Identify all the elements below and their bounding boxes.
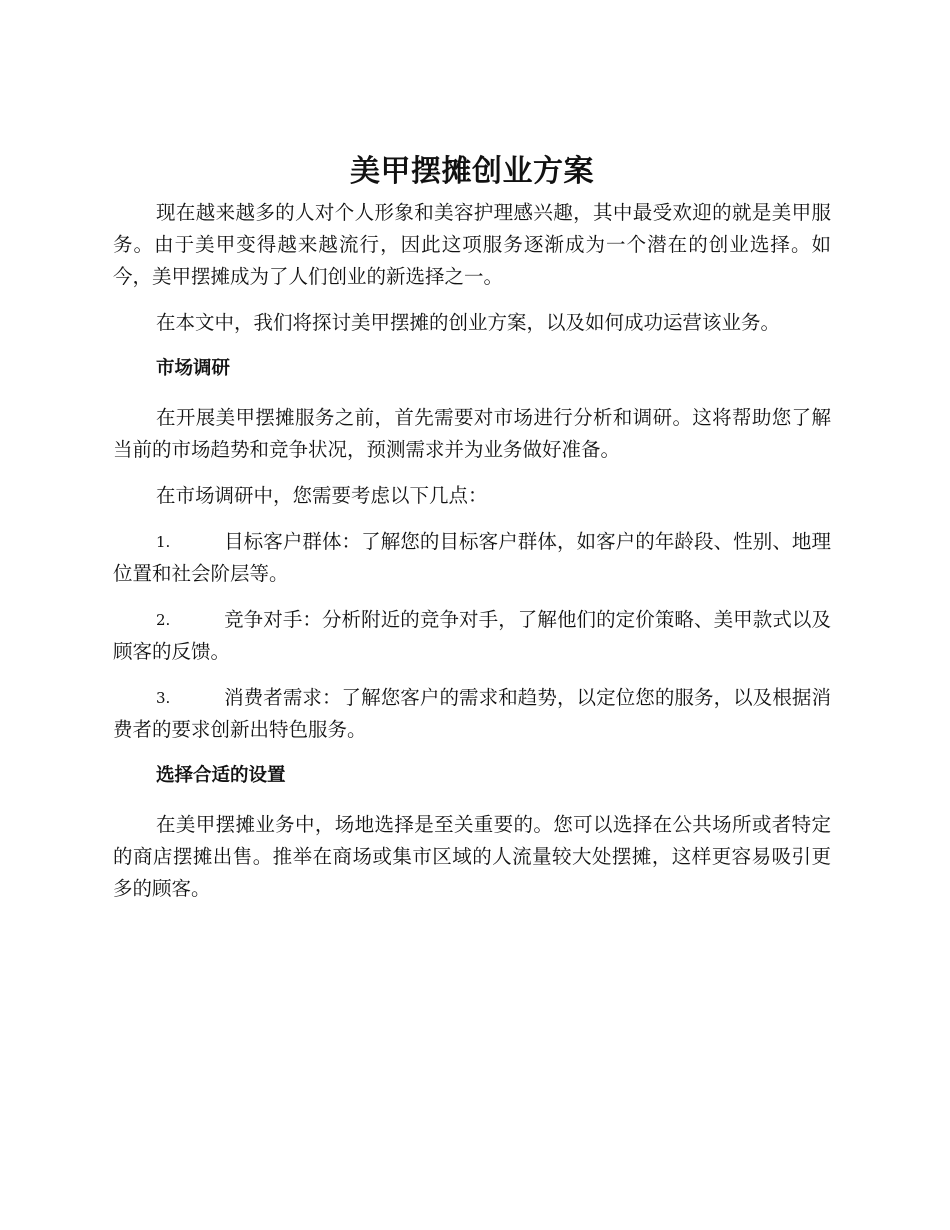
list-item-text: 消费者需求：了解您客户的需求和趋势，以定位您的服务，以及根据消费者的要求创新出特色服务。 — [113, 686, 831, 741]
intro-paragraph: 在本文中，我们将探讨美甲摆摊的创业方案，以及如何成功运营该业务。 — [156, 311, 781, 334]
list-item-number: 1. — [156, 533, 171, 551]
intro-paragraph: 现在越来越多的人对个人形象和美容护理感兴趣，其中最受欢迎的就是美甲服务。由于美甲变得越来越流行，因此这项服务逐渐成为一个潜在的创业选择。如今，美甲摆摊成为了人们创业的新选择之一。 — [113, 201, 831, 288]
document-title: 美甲摆摊创业方案 — [350, 154, 594, 189]
list-item — [113, 604, 831, 668]
list-item-text: 目标客户群体：了解您的目标客户群体，如客户的年龄段、性别、地理位置和社会阶层等。 — [113, 530, 831, 585]
list-item — [113, 526, 831, 590]
body-paragraph: 在开展美甲摆摊服务之前，首先需要对市场进行分析和调研。这将帮助您了解当前的市场趋势和竞争状况，预测需求并为业务做好准备。 — [113, 406, 831, 461]
list-item-number: 2. — [156, 611, 171, 629]
body-paragraph: 在美甲摆摊业务中，场地选择是至关重要的。您可以选择在公共场所或者特定的商店摆摊出售。推举在商场或集市区域的人流量较大处摆摊，这样更容易吸引更多的顾客。 — [113, 813, 831, 900]
document-page — [113, 150, 831, 919]
list-item-text: 竞争对手：分析附近的竞争对手，了解他们的定价策略、美甲款式以及顾客的反馈。 — [113, 608, 831, 663]
list-item — [113, 682, 831, 746]
section-heading-market-research: 市场调研 — [156, 358, 231, 379]
body-paragraph: 在市场调研中，您需要考虑以下几点： — [156, 484, 488, 507]
list-item-number: 3. — [156, 689, 171, 707]
section-heading-setup: 选择合适的设置 — [156, 765, 286, 786]
